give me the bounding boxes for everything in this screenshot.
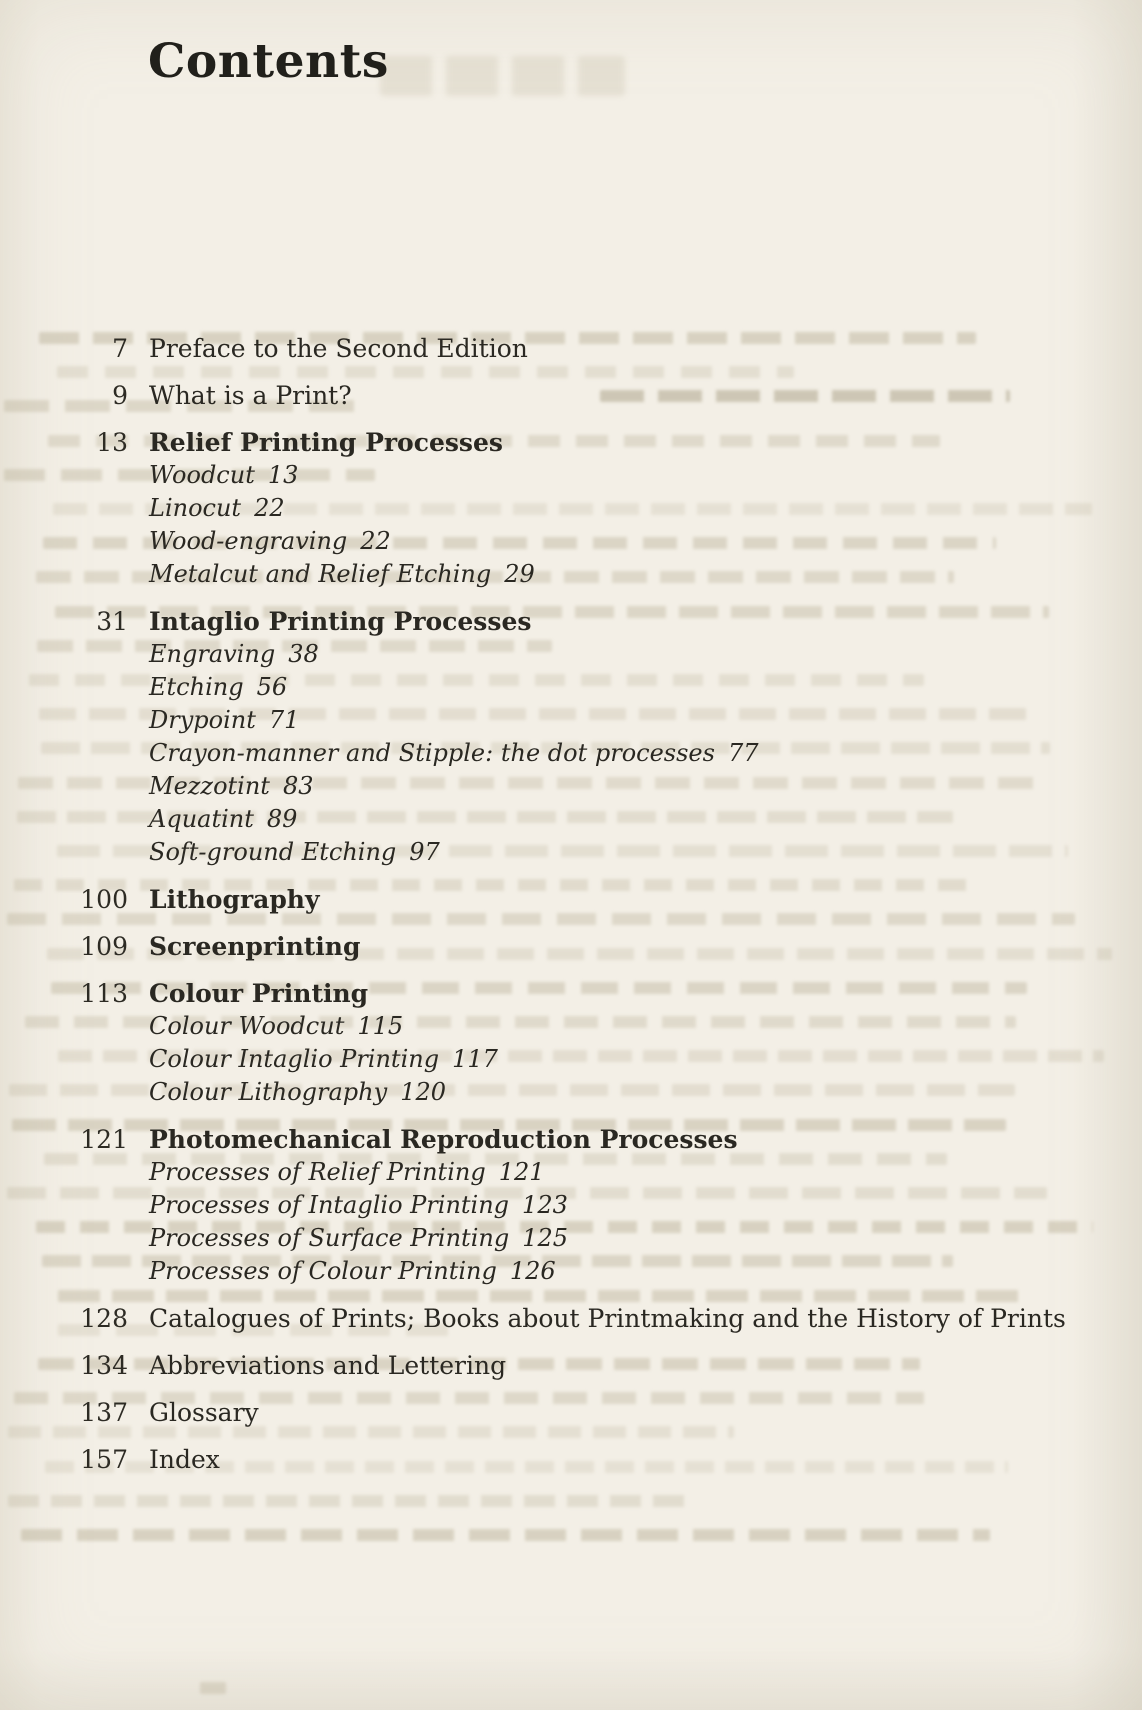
toc-subentry-page-number: 115	[357, 1012, 404, 1040]
bleedthrough-page-number	[200, 1682, 226, 1694]
toc-subentry	[0, 770, 1112, 803]
toc-subentry-label: Processes of Surface Printing	[149, 1224, 510, 1252]
toc-subentry	[0, 1043, 1112, 1076]
toc-subentry-label: Aquatint	[149, 805, 254, 833]
toc-subentry-page-number: 22	[360, 527, 391, 555]
toc-entry-label: Catalogues of Prints; Books about Printmaking and the History of Prints	[149, 1304, 1066, 1333]
toc-subentry-page-number: 123	[522, 1191, 568, 1219]
toc-entry-label: Glossary	[149, 1398, 259, 1427]
toc-subentry	[0, 704, 1112, 737]
toc-subentry	[0, 525, 1112, 558]
toc-subentry-page-number: 56	[256, 673, 288, 701]
toc-page-number: 137	[80, 1398, 128, 1427]
toc-entry-label: Intaglio Printing Processes	[149, 607, 532, 636]
toc-subentry-label: Mezzotint	[149, 772, 270, 800]
toc-entry-label: What is a Print?	[149, 381, 352, 410]
toc-subentry	[0, 638, 1112, 671]
bleedthrough-text-line	[21, 1529, 990, 1541]
toc-subentry-page-number: 125	[522, 1224, 568, 1252]
toc-subentry-label: Colour Lithography	[149, 1078, 388, 1106]
toc-entry	[0, 1396, 1112, 1429]
toc-page-number: 121	[80, 1125, 128, 1154]
toc-subentry	[0, 1222, 1112, 1255]
toc-subentry-label: Engraving	[149, 640, 276, 668]
toc-subentry-page-number: 126	[509, 1257, 556, 1285]
toc-page-number: 113	[80, 979, 128, 1008]
toc-entry-label: Abbreviations and Lettering	[149, 1351, 507, 1380]
toc-subentry-label: Woodcut	[149, 461, 255, 489]
toc-entry	[0, 379, 1112, 412]
toc-subentry-label: Linocut	[149, 494, 242, 522]
toc-subentry-page-number: 71	[268, 706, 300, 734]
toc-page-number: 109	[80, 932, 128, 961]
toc-entry-label: Colour Printing	[149, 979, 369, 1008]
toc-subentry-page-number: 120	[400, 1078, 446, 1106]
toc-page-number: 128	[80, 1304, 128, 1333]
toc-entry	[0, 930, 1112, 963]
toc-subentry-page-number: 83	[282, 772, 314, 800]
toc-entry	[0, 1443, 1112, 1476]
toc-subentry-label: Metalcut and Relief Etching	[149, 560, 492, 588]
toc-entry-label: Index	[149, 1445, 220, 1474]
toc-subentry-label: Processes of Relief Printing	[149, 1158, 486, 1186]
toc-entry	[0, 605, 1112, 638]
toc-entry	[0, 883, 1112, 916]
toc-subentry	[0, 671, 1112, 704]
toc-subentry-page-number: 38	[288, 640, 319, 668]
toc-subentry	[0, 1255, 1112, 1288]
toc-subentry-label: Colour Woodcut	[149, 1012, 345, 1040]
toc-subentry	[0, 1156, 1112, 1189]
toc-entry-label: Lithography	[149, 885, 320, 914]
toc-entry	[0, 1302, 1112, 1335]
toc-subentry-page-number: 13	[267, 461, 299, 489]
toc-entry-label: Preface to the Second Edition	[149, 334, 528, 363]
toc-entry-label: Screenprinting	[149, 932, 361, 961]
toc-page-number: 13	[96, 428, 128, 457]
toc-subentry-label: Colour Intaglio Printing	[149, 1045, 440, 1073]
toc-subentry-label: Crayon-manner and Stipple: the dot processes	[149, 739, 715, 767]
toc-entry	[0, 1123, 1112, 1156]
toc-page-number: 31	[96, 607, 128, 636]
toc-subentry	[0, 459, 1112, 492]
toc-subentry-page-number: 29	[504, 560, 535, 588]
toc-page-number: 7	[112, 334, 128, 363]
toc-subentry-page-number: 117	[452, 1045, 498, 1073]
table-of-contents	[0, 332, 1112, 1476]
toc-page-number: 157	[80, 1445, 128, 1474]
toc-subentry	[0, 803, 1112, 836]
toc-subentry-page-number: 22	[254, 494, 285, 522]
toc-page-number: 134	[80, 1351, 128, 1380]
bleedthrough-text-line	[8, 1495, 685, 1507]
page-title: Contents	[148, 34, 389, 89]
toc-entry	[0, 426, 1112, 459]
toc-entry	[0, 977, 1112, 1010]
toc-subentry	[0, 836, 1112, 869]
toc-subentry-page-number: 89	[266, 805, 298, 833]
toc-subentry-label: Processes of Colour Printing	[149, 1257, 497, 1285]
toc-subentry-label: Wood-engraving	[149, 527, 348, 555]
toc-entry-label: Photomechanical Reproduction Processes	[149, 1125, 738, 1154]
toc-subentry	[0, 1010, 1112, 1043]
toc-subentry	[0, 1189, 1112, 1222]
toc-subentry-label: Etching	[149, 673, 244, 701]
toc-subentry-page-number: 121	[498, 1158, 545, 1186]
toc-subentry-page-number: 97	[409, 838, 440, 866]
toc-subentry-label: Drypoint	[149, 706, 256, 734]
toc-subentry	[0, 1076, 1112, 1109]
toc-page-number: 100	[80, 885, 128, 914]
bleedthrough-heading	[380, 56, 625, 96]
toc-subentry	[0, 558, 1112, 591]
toc-subentry-label: Soft-ground Etching	[149, 838, 397, 866]
toc-subentry	[0, 492, 1112, 525]
toc-subentry-label: Processes of Intaglio Printing	[149, 1191, 510, 1219]
toc-page-number: 9	[112, 381, 128, 410]
toc-entry	[0, 332, 1112, 365]
toc-entry	[0, 1349, 1112, 1382]
toc-entry-label: Relief Printing Processes	[149, 428, 503, 457]
toc-subentry	[0, 737, 1112, 770]
toc-subentry-page-number: 77	[727, 739, 759, 767]
